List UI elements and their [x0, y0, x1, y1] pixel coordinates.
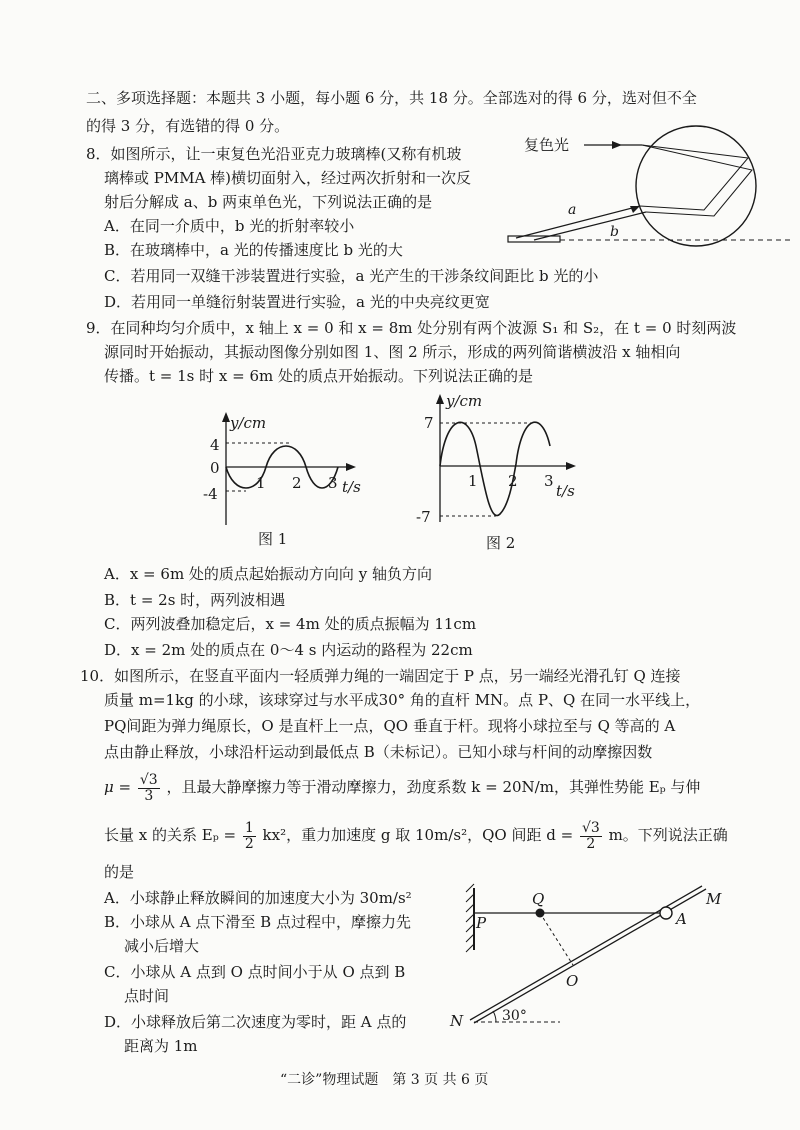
q10-stem-line3: PQ间距为弹力绳原长，O 是直杆上一点，QO 垂直于杆。现将小球拉至与 Q 等高的 A: [104, 717, 676, 735]
fig1-xtick-1: 1: [256, 474, 266, 492]
q10-option-c-line2: 点时间: [124, 987, 170, 1005]
q9-option-d: D．x = 2m 处的质点在 0～4 s 内运动的路程为 22cm: [104, 641, 473, 659]
section-header-line1: 二、多项选择题：本题共 3 小题，每小题 6 分，共 18 分。全部选对的得 6 分，选对但不全: [86, 89, 697, 107]
label-A: A: [676, 910, 687, 928]
fig1-ytick-4: 4: [210, 436, 220, 454]
screen-plate: [508, 236, 560, 242]
q8-stem-line1: 8．如图所示，让一束复色光沿亚克力玻璃棒(又称有机玻: [86, 145, 462, 163]
q10-option-b-line1: B．小球从 A 点下滑至 B 点过程中，摩擦力先: [104, 913, 411, 931]
q9-option-c: C．两列波叠加稳定后，x = 4m 处的质点振幅为 11cm: [104, 615, 477, 633]
q8-stem-line2: 璃棒或 PMMA 棒)横切面射入，经过两次折射和一次反: [104, 169, 472, 187]
q9-figure-1: [200, 400, 380, 560]
q10-mu-line: [104, 770, 700, 804]
q9-figure-2: [410, 384, 590, 560]
ray-a-label: a: [568, 202, 577, 218]
mu-suffix: ，且最大静摩擦力等于滑动摩擦力，劲度系数 k = 20N/m，其弹性势能 Eₚ 与伸: [166, 778, 701, 796]
page-footer: “二诊”物理试题 第 3 页 共 6 页: [280, 1072, 489, 1088]
q10-stem-line1: 10．如图所示，在竖直平面内一轻质弹力绳的一端固定于 P 点，另一端经光滑孔钉 Q 连接: [80, 667, 681, 685]
q8-option-b: B．在玻璃棒中，a 光的传播速度比 b 光的大: [104, 241, 403, 259]
q9-stem-line2: 源同时开始振动，其振动图像分别如图 1、图 2 所示，形成的两列简谐横波沿 x 轴相向: [104, 343, 681, 361]
fig2-xlabel: t/s: [556, 482, 575, 500]
q8-light-label: 复色光: [524, 136, 570, 154]
incident-arrow: [612, 141, 622, 149]
q10-option-a: A．小球静止释放瞬间的加速度大小为 30m/s²: [104, 889, 412, 907]
fig1-caption: 图 1: [258, 530, 288, 548]
distance-fraction: $\frac{√3}{2}$: [581, 819, 600, 852]
q10-stem-tail: 的是: [104, 863, 135, 881]
QO-dashed: [540, 913, 573, 965]
energy-suffix: m。下列说法正确: [608, 826, 728, 844]
fig2-ytick-neg7: -7: [416, 508, 431, 526]
label-N: N: [450, 1012, 464, 1030]
label-Q: Q: [532, 890, 545, 908]
q9-stem-line3: 传播。t = 1s 时 x = 6m 处的质点开始振动。下列说法正确的是: [104, 367, 534, 385]
fig1-xtick-2: 2: [292, 474, 302, 492]
q8-option-c: C．若用同一双缝干涉装置进行实验，a 光产生的干涉条纹间距比 b 光的小: [104, 267, 599, 285]
ball: [660, 907, 672, 919]
fig1-ytick-0: 0: [210, 459, 220, 477]
label-P: P: [476, 914, 487, 932]
q10-energy-line: [104, 818, 728, 852]
q8-glass-rod-figure: [490, 122, 800, 252]
q10-rod-figure: [440, 880, 760, 1030]
fig2-caption: 图 2: [486, 534, 516, 552]
fig2-xtick-2: 2: [508, 472, 518, 490]
q9-option-a: A．x = 6m 处的质点起始振动方向向 y 轴负方向: [104, 565, 432, 583]
q10-stem-line4: 点由静止释放，小球沿杆运动到最低点 B（未标记）。已知小球与杆间的动摩擦因数: [104, 743, 653, 761]
q10-option-d-line1: D．小球释放后第二次速度为零时，距 A 点的: [104, 1013, 407, 1031]
q9-option-b: B．t = 2s 时，两列波相遇: [104, 591, 286, 609]
half-fraction: $\frac{1}{2}$: [244, 819, 254, 852]
q8-stem-line3: 射后分解成 a、b 两束单色光，下列说法正确的是: [104, 193, 433, 211]
q10-option-b-line2: 减小后增大: [124, 937, 200, 955]
fig1-xtick-3: 3: [328, 474, 338, 492]
label-O: O: [566, 972, 579, 990]
mu-fraction: $\frac{√3}{3}$: [139, 771, 158, 804]
energy-mid: kx²，重力加速度 g 取 10m/s²，QO 间距 d =: [262, 826, 574, 844]
fig2-wave: [440, 422, 550, 515]
ray-a-line: [516, 206, 640, 238]
q8-option-a: A．在同一介质中，b 光的折射率较小: [104, 217, 355, 235]
q10-option-d-line2: 距离为 1m: [124, 1037, 198, 1055]
ray-b-label: b: [610, 224, 619, 240]
fig1-xlabel: t/s: [342, 478, 361, 496]
q10-stem-line2: 质量 m=1kg 的小球，该球穿过与水平成30° 角的直杆 MN。点 P、Q 在同一水平线上，: [104, 691, 701, 709]
fig2-xtick-3: 3: [544, 472, 554, 490]
q10-option-c-line1: C．小球从 A 点到 O 点时间小于从 O 点到 B: [104, 963, 406, 981]
rod-cross-section: [636, 126, 756, 246]
fig2-ylabel: y/cm: [446, 392, 483, 410]
fig1-ytick-neg4: -4: [203, 485, 218, 503]
fig2-xtick-1: 1: [468, 472, 478, 490]
q9-stem-line1: 9．在同种均匀介质中，x 轴上 x = 0 和 x = 8m 处分别有两个波源 S₁ 和 S₂，在 t = 0 时刻两波: [86, 319, 737, 337]
label-M: M: [706, 890, 722, 908]
angle-label: 30°: [502, 1008, 527, 1024]
q8-option-d: D．若用同一单缝衍射装置进行实验，a 光的中央亮纹更宽: [104, 293, 490, 311]
mu-prefix: μ =: [104, 778, 132, 796]
fig2-ytick-7: 7: [424, 414, 434, 432]
fig1-ylabel: y/cm: [230, 414, 267, 432]
energy-prefix: 长量 x 的关系 Eₚ =: [104, 826, 237, 844]
section-header-line2: 的得 3 分，有选错的得 0 分。: [86, 117, 290, 135]
